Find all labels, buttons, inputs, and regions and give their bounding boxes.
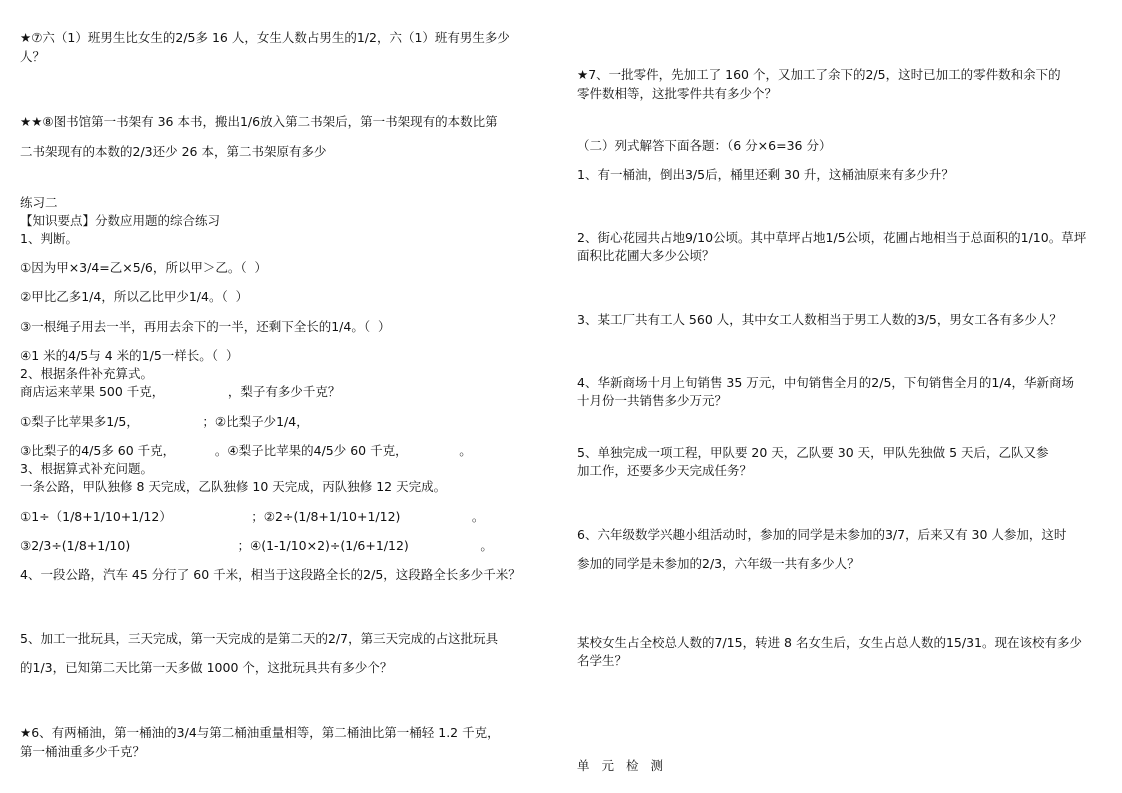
q1-item-3: ③一根绳子用去一半，再用去余下的一半，还剩下全长的1/4。（ ） (20, 319, 391, 334)
q4: 4、一段公路，汽车 45 分行了 60 千米，相当于这段路全长的2/5，这段路全长多少千米？ (20, 567, 521, 582)
part-2-heading: （二）列式解答下面各题：（6 分×6=36 分） (577, 138, 832, 153)
q2-items-1: ①梨子比苹果多1/5， ；②比梨子少1/4， (20, 414, 309, 429)
problem-7-line-1: ★⑦六（1）班男生比女生的2/5多 16 人，女生人数占男生的1/2，六（1）班有男生多少 (20, 30, 510, 45)
r-q5-line-2: 加工作，还要多少天完成任务？ (577, 463, 753, 478)
problem-7-right-line-1: ★7、一批零件，先加工了 160 个，又加工了余下的2/5，这时已加工的零件数和余下的 (577, 67, 1061, 82)
problem-7-line-2: 人？ (20, 49, 46, 64)
q3-items-2: ③2/3÷(1/8+1/10) ；④(1-1/10×2)÷(1/6+1/12) 。 (20, 538, 493, 553)
q5-line-1: 5、加工一批玩具，三天完成，第一天完成的是第二天的2/7，第三天完成的占这批玩具 (20, 631, 499, 646)
q1-item-2: ②甲比乙多1/4，所以乙比甲少1/4。（ ） (20, 289, 249, 304)
section-title: 练习二 (20, 195, 58, 210)
q6-line-1: ★6、有两桶油，第一桶油的3/4与第二桶油重量相等，第二桶油比第一桶轻 1.2 千克， (20, 725, 500, 740)
right-column (577, 0, 1107, 793)
r-q1: 1、有一桶油，倒出3/5后，桶里还剩 30 升，这桶油原来有多少升？ (577, 167, 954, 182)
q1-item-4: ④1 米的4/5与 4 米的1/5一样长。（ ） (20, 348, 239, 363)
problem-7-right-line-2: 零件数相等，这批零件共有多少个？ (577, 86, 778, 101)
q3-heading: 3、根据算式补充问题。 (20, 461, 153, 476)
q2-items-2: ③比梨子的4/5多 60 千克， 。④梨子比苹果的4/5少 60 千克， 。 (20, 443, 472, 458)
q3-stem: 一条公路，甲队独修 8 天完成，乙队独修 10 天完成，丙队独修 12 天完成。 (20, 479, 447, 494)
r-q2-line-2: 面积比花圃大多少公顷？ (577, 248, 715, 263)
left-column (20, 0, 550, 793)
q6-line-2: 第一桶油重多少千克？ (20, 744, 146, 759)
q5-line-2: 的1/3，已知第二天比第一天多做 1000 个，这批玩具共有多少个？ (20, 660, 393, 675)
r-q5-line-1: 5、单独完成一项工程，甲队要 20 天，乙队要 30 天，甲队先独做 5 天后，乙队又参 (577, 445, 1049, 460)
r-q7-line-1: 某校女生占全校总人数的7/15，转进 8 名女生后，女生占总人数的15/31。现在该校有多少 (577, 635, 1082, 650)
q2-stem: 商店运来苹果 500 千克， ，梨子有多少千克？ (20, 384, 341, 399)
unit-test-heading: 单元检测 (577, 758, 676, 773)
q2-heading: 2、根据条件补充算式。 (20, 366, 153, 381)
q3-items-1: ①1÷（1/8+1/10+1/12） ；②2÷(1/8+1/10+1/12) 。 (20, 509, 485, 524)
r-q4-line-2: 十月份一共销售多少万元？ (577, 393, 728, 408)
problem-8-line-1: ★★⑧图书馆第一书架有 36 本书，搬出1/6放入第二书架后，第一书架现有的本数比第 (20, 114, 498, 129)
q1-item-1: ①因为甲×3/4=乙×5/6，所以甲＞乙。（ ） (20, 260, 268, 275)
knowledge-points: 【知识要点】分数应用题的综合练习 (20, 213, 221, 228)
r-q2-line-1: 2、街心花园共占地9/10公顷。其中草坪占地1/5公顷，花圃占地相当于总面积的1/10。草坪 (577, 230, 1087, 245)
problem-8-line-2: 二书架现有的本数的2/3还少 26 本，第二书架原有多少 (20, 144, 327, 159)
r-q4-line-1: 4、华新商场十月上旬销售 35 万元，中旬销售全月的2/5，下旬销售全月的1/4，华新商场 (577, 375, 1075, 390)
r-q6-line-1: 6、六年级数学兴趣小组活动时，参加的同学是未参加的3/7，后来又有 30 人参加，这时 (577, 527, 1067, 542)
r-q6-line-2: 参加的同学是未参加的2/3，六年级一共有多少人？ (577, 556, 860, 571)
r-q7-line-2: 名学生？ (577, 653, 628, 668)
q1-heading: 1、判断。 (20, 231, 78, 246)
r-q3: 3、某工厂共有工人 560 人，其中女工人数相当于男工人数的3/5，男女工各有多少人？ (577, 312, 1062, 327)
